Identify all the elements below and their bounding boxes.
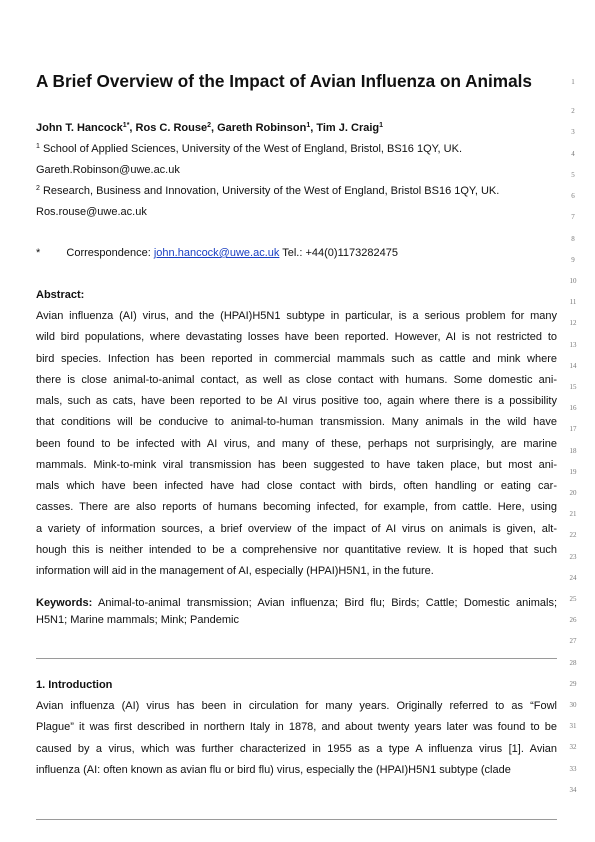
line-number: 9: [571, 256, 575, 264]
author-separator: ,: [129, 122, 136, 134]
correspondence-label: Correspondence:: [66, 247, 151, 259]
author-affiliation-mark: 1: [306, 122, 311, 129]
abstract-line: a variety of information sources, a brief overview of the impact of AI virus on animals is given, alt-: [36, 522, 557, 535]
author-affiliation-mark: 1: [379, 122, 384, 129]
author-separator: ,: [210, 122, 218, 134]
line-number: 13: [569, 341, 577, 349]
introduction-heading: 1. Introduction: [36, 679, 113, 691]
line-number: 11: [569, 298, 577, 306]
abstract-line: mals, such as cats, have been reported to be AI virus positive too, again where there is a possibility: [36, 395, 557, 407]
keywords-continuation: H5N1; Marine mammals; Mink; Pandemic: [36, 614, 239, 626]
abstract-line: information will aid in the management of AI, especially (HPAI)H5N1, in the future.: [36, 565, 434, 577]
line-number: 26: [569, 616, 577, 624]
line-number: 8: [571, 235, 575, 243]
introduction-line: Plague” it was first described in northern Italy in 1878, and about twenty years later was found to be: [36, 721, 557, 734]
correspondence-line: [36, 247, 398, 259]
affiliation-2-email: Ros.rouse@uwe.ac.uk: [36, 206, 147, 218]
line-number: 21: [569, 510, 577, 518]
line-number: 12: [569, 319, 577, 327]
line-number: 23: [569, 553, 577, 561]
affiliation-mark: 2: [36, 185, 40, 192]
line-number: 18: [569, 447, 577, 455]
line-number: 29: [569, 680, 577, 688]
line-number: 30: [569, 701, 577, 709]
affiliation-2: [36, 185, 499, 197]
abstract-line: Avian influenza (AI) virus, and the (HPAI)H5N1 subtype in particular, is a serious problem for many: [36, 310, 557, 322]
author-list: [36, 122, 383, 134]
line-number: 33: [569, 765, 577, 773]
line-number: 20: [569, 489, 577, 497]
abstract-line: casses. There are also reports of humans becoming infected, for example, from cattle. Here, using: [36, 501, 557, 514]
line-number: 14: [569, 362, 577, 370]
keywords-text: Animal-to-animal transmission; Avian influenza; Bird flu; Birds; Cattle; Domestic animals;: [97, 597, 558, 609]
author-name: Gareth Robinson: [217, 122, 307, 134]
line-number: 19: [569, 468, 577, 476]
line-number: 4: [571, 150, 575, 158]
line-number: 32: [569, 743, 577, 751]
affiliation-1: [36, 143, 462, 155]
author-name: Ros C. Rouse: [135, 122, 208, 134]
author-name: John T. Hancock: [36, 122, 123, 134]
line-number: 24: [569, 574, 577, 582]
keywords-label: Keywords:: [36, 597, 93, 609]
correspondence-star: *: [36, 247, 41, 259]
author-affiliation-mark: 2: [207, 122, 211, 129]
abstract-heading: Abstract:: [36, 289, 85, 301]
abstract-line: been found to be infected with AI virus, and many of these, perhaps not surprisingly, are marine: [36, 437, 557, 450]
footer-rule: [36, 819, 557, 820]
abstract-line: hough this is neither intended to be a comprehensive nor quantitative review. It is hoped that such: [36, 543, 557, 556]
line-number: 1: [571, 78, 575, 86]
affiliation-mark: 1: [36, 143, 40, 150]
line-number: 7: [571, 213, 575, 221]
affiliation-text: School of Applied Sciences, University of the West of England, Bristol, BS16 1QY, UK.: [42, 143, 463, 155]
affiliation-1-email: Gareth.Robinson@uwe.ac.uk: [36, 164, 180, 176]
line-number: 17: [569, 425, 577, 433]
affiliation-text: Research, Business and Innovation, University of the West of England, Bristol BS16 1QY, UK.: [42, 185, 500, 197]
abstract-line: there is close animal-to-animal contact, as well as close contact with humans. Some domestic ani-: [36, 373, 557, 386]
line-number: 31: [569, 722, 577, 730]
line-number: 16: [569, 404, 577, 412]
line-number: 2: [571, 107, 575, 115]
line-number: 10: [569, 277, 577, 285]
author-name: Tim J. Craig: [316, 122, 380, 134]
abstract-line: bird species. Infection has been reported in commercial mammals such as cattle and mink where: [36, 352, 557, 365]
line-number: 25: [569, 595, 577, 603]
introduction-line: caused by a virus, which was further characterized in 1955 as a type A influenza virus [1]. Avian: [36, 742, 557, 755]
paper-title: A Brief Overview of the Impact of Avian Influenza on Animals: [36, 71, 532, 91]
keywords-line: [36, 597, 557, 609]
author-affiliation-mark: 1*: [122, 122, 130, 129]
line-number: 22: [569, 531, 577, 539]
line-number: 34: [569, 786, 577, 794]
line-number: 27: [569, 637, 577, 645]
line-number: 28: [569, 659, 577, 667]
abstract-line: wild bird populations, where devastating losses have been reported. However, AI is not restricted to: [36, 331, 557, 344]
abstract-line: mals which have been infected have had close contact with birds, often handling or eating car-: [36, 480, 557, 492]
correspondence-telephone: Tel.: +44(0)1173282475: [282, 247, 398, 259]
introduction-line: Avian influenza (AI) virus has been in circulation for many years. Originally referred to as “Fowl: [36, 700, 557, 712]
abstract-line: mammals. Mink-to-mink viral transmission has been suggested to have taken place, but most ani-: [36, 458, 557, 471]
line-number: 6: [571, 192, 575, 200]
author-separator: ,: [310, 122, 317, 134]
abstract-line: that conditions will be conducive to animal-to-human transmission. Many animals in the wild have: [36, 416, 557, 429]
line-number: 3: [571, 128, 575, 136]
line-number: 5: [571, 171, 575, 179]
correspondence-email-link[interactable]: john.hancock@uwe.ac.uk: [153, 247, 280, 259]
introduction-line: influenza (AI: often known as avian flu or bird flu) virus, especially the (HPAI)H5N1 subtype (clade: [36, 764, 511, 777]
section-divider: [36, 658, 557, 659]
line-number: 15: [569, 383, 577, 391]
